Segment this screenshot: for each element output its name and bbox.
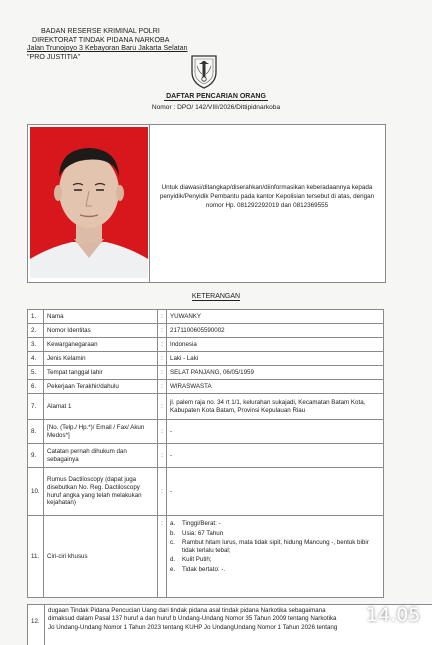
letterhead [27,27,188,61]
table-row: 4. Jenis Kelamin : Laki - Laki [28,352,384,366]
table-row: 3. Kewarganegaraan : Indonesia [28,338,384,352]
suspect-photo [30,127,148,278]
list-item: e. Tidak bertato: -. [170,565,226,573]
agency-address: Jalan Trunojoyo 3 Kebayoran Baru Jakarta Selatan [27,44,188,53]
agency-name: BADAN RESERSE KRIMINAL POLRI [41,27,160,35]
list-item: b. Usia: 67 Tahun [170,529,224,537]
field-label: Rumus Dactiloscopy (dapat juga disebutkan No. Reg. Dactiloscopy huruf angka yang telah melakukan kejahatan) [44,468,158,516]
field-value: YUWANKY [167,310,384,324]
table-row: 2. Nomor Identitas : 2171100605590002 [28,324,384,338]
field-value: jl. palem raja no. 34 rt 1/1, kelurahan sukajadi, Kecamatan Batam Kota, Kabupaten Kota Batam, Provinsi Kepulauan Riau [167,394,384,420]
table-row: 9. Catatan pernah dihukum dan sebagainya : - [28,444,384,468]
field-value: 2171100605590002 [167,324,384,338]
field-label: Alamat 1 [44,394,158,420]
field-value: - [167,468,384,516]
field-value: - [167,420,384,444]
pro-justitia: "PRO JUSTITIA" [27,52,81,61]
field-value: Indonesia [167,338,384,352]
details-table [27,309,384,598]
field-label: Nama [44,310,158,324]
table-row: 10. Rumus Dactiloscopy (dapat juga disebutkan No. Reg. Dactiloscopy huruf angka yang telah melakukan kejahatan) : - [28,468,384,516]
notice-text: Untuk diawasi/ditangkap/diserahkan/diinformasikan keberadaannya kepada penyidik/Penyidik Pembantu pada kantor Kepolisian tersebut di atas, dengan nomor Hp. 081292292019 dan 0812369555 [159,184,375,209]
document-number: Nomor : DPO/ 142/VIII/2026/Dittipidnarkoba [151,104,281,111]
box-divider [149,125,150,282]
field-label: Ciri-ciri khusus [44,516,158,598]
field-label: Kewarganegaraan [44,338,158,352]
police-emblem-icon [188,52,220,90]
table-row: 12. dugaan Tindak Pidana Pencucian Uang dari tindak pidana asal tindak pidana Narkotika sebagaimana dimaksud dalam Pasal 137 huruf a dan huruf b Undang-Undang Nomor 35 Tahun 2009 tentang Narkotika Jo Undang-Undang Nomor 1 Tahun 2023 tentang KUHP Jo UndangUndang Nomor 1 Tahun 2026 tentang [27,604,432,645]
table-row: 6. Pekerjaan Terakhir/dahulu : WIRASWASTA [28,380,384,394]
table-row: 5. Tempat tanggal lahir : SELAT PANJANG, 06/05/1959 [28,366,384,380]
photo-notice-box [27,124,386,283]
field-label: [No. (Telp./ Hp.*)/ Email / Fax/ Akun Medos*] [44,420,158,444]
field-value: Laki - Laki [167,352,384,366]
field-value: - [167,444,384,468]
section-title: KETERANGAN [191,293,241,300]
table-row: 8. [No. (Telp./ Hp.*)/ Email / Fax/ Akun Medos*] : - [28,420,384,444]
characteristics-list [167,516,384,598]
row-divider [44,605,45,645]
field-label: Catatan pernah dihukum dan sebagainya [44,444,158,468]
field-label: Tempat tanggal lahir [44,366,158,380]
list-item: c. Rambut hitam lurus, mata tidak sipit, hidung Mancung -, bentuk bibir tidak terlalu tebal; [170,539,369,554]
directorate-name: DIREKTORAT TINDAK PIDANA NARKOBA [32,35,170,44]
field-label: Nomor Identitas [44,324,158,338]
table-row: 1. Nama : YUWANKY [28,310,384,324]
field-value: SELAT PANJANG, 06/05/1959 [167,366,384,380]
list-item: a. Tinggi/Berat: - [170,520,221,527]
field-value: WIRASWASTA [167,380,384,394]
table-row: 11. Ciri-ciri khusus : a. Tinggi/Berat: - b. Usia: 67 Tahun c. Rambut hitam lurus, mata tidak sipit, hidung Mancung -, bentuk bibir tidak terlalu tebal; d. Kulit Putih; e. Tidak bertato: -. [28,516,384,598]
charges-text: dugaan Tindak Pidana Pencucian Uang dari tindak pidana asal tindak pidana Narkotika sebagaimana dimaksud dalam Pasal 137 huruf a dan huruf b Undang-Undang Nomor 35 Tahun 2009 tentang Narkotika Jo Undang-Undang Nomor 1 Tahun 2023 tentang KUHP Jo UndangUndang Nomor 1 Tahun 2026 tentang [48,607,338,631]
field-label: Jenis Kelamin [44,352,158,366]
status-clock: 14.05 [366,604,421,626]
field-label: Pekerjaan Terakhir/dahulu [44,380,158,394]
table-row: 7. Alamat 1 : jl. palem raja no. 34 rt 1/1, kelurahan sukajadi, Kecamatan Batam Kota, Kabupaten Kota Batam, Provinsi Kepulauan Riau [28,394,384,420]
list-item: d. Kulit Putih; [170,556,212,564]
document-title: DAFTAR PENCARIAN ORANG [166,93,266,100]
